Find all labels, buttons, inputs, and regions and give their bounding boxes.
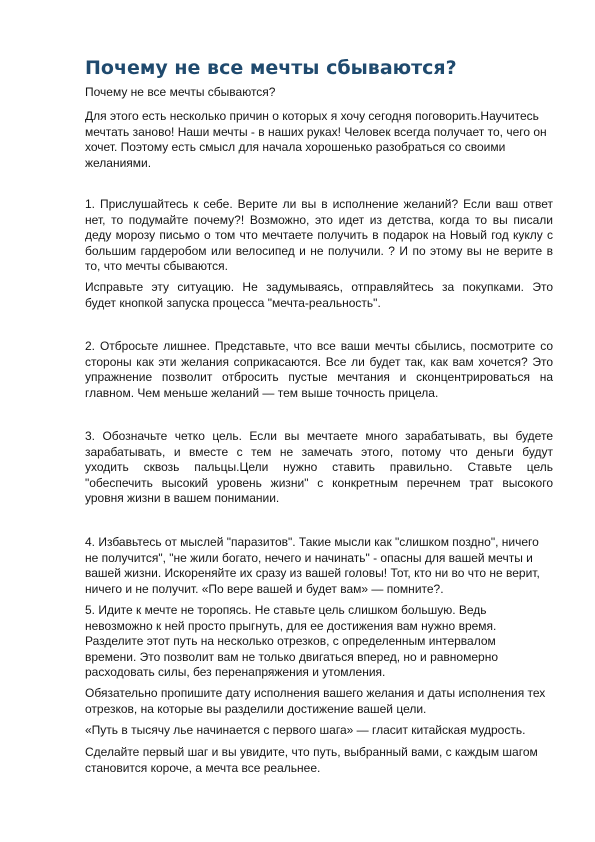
- paragraph-step-1-action: [85, 280, 553, 311]
- text-line: становится короче, а мечта все реальнее.: [85, 760, 321, 775]
- text-line: желаниями.: [85, 155, 152, 170]
- paragraph-step-1: [85, 197, 553, 275]
- text-line: времени. Это позволит вам не только двигаться вперед, но и равномерно: [85, 649, 498, 664]
- text-line: Сделайте первый шаг и вы увидите, что путь, выбранный вами, с каждым шагом: [85, 745, 538, 759]
- text-line: ничего и не получит. «По вере вашей и будет вам» — помните?.: [85, 581, 444, 596]
- text-line: Почему не все мечты сбываются?: [85, 85, 276, 99]
- text-line: 5. Идите к мечте не торопясь. Не ставьте цель слишком большую. Ведь: [85, 603, 487, 617]
- paragraph-step-4: [85, 535, 553, 597]
- text-line: мечтать заново! Наши мечты - в наших руках! Человек всегда получает то, чего он: [85, 124, 547, 139]
- text-line: упражнение позволит отбросить пустые мечтания и сконцентрироваться на: [85, 370, 553, 384]
- paragraph-closing: [85, 745, 553, 776]
- text-line: деду морозу письмо о том что мечтаете получить в подарок на Новый год куклу с: [85, 228, 553, 242]
- paragraph-step-2: [85, 339, 553, 401]
- text-line: "обеспечить высокий уровень жизни" с конкретным перечнем трат высокого: [85, 475, 553, 490]
- text-line: 4. Избавьтесь от мыслей "паразитов". Такие мысли как "слишком поздно", ничего: [85, 535, 539, 549]
- text-line: отрезков, на которые вы разделили достижение вашей цели.: [85, 701, 427, 716]
- text-line: 2. Отбросьте лишнее. Представьте, что все ваши мечты сбылись, посмотрите со: [85, 339, 553, 353]
- paragraph-step-3: [85, 429, 553, 507]
- text-line: Обязательно пропишите дату исполнения вашего желания и даты исполнения тех: [85, 686, 546, 700]
- text-line: 3. Обозначьте четко цель. Если вы мечтаете много зарабатывать, вы будете: [85, 429, 553, 443]
- paragraph-step-5: [85, 603, 553, 681]
- text-line: расходовать силы, без перенапряжения и утомления.: [85, 665, 386, 679]
- text-line: стороны как эти желания соприкасаются. Все ли будет так, как вам хочется? Это: [85, 354, 553, 369]
- text-line: Разделите этот путь на несколько отрезков, с определенным интервалом: [85, 634, 496, 648]
- paragraph-quote: [85, 723, 553, 739]
- text-line: уходить сквозь пальцы.Цели нужно ставить правильно. Ставьте цель: [85, 460, 553, 474]
- text-line: невозможно к ней просто прыгнуть, для ее достижения вам нужно время.: [85, 618, 497, 633]
- subtitle: [85, 85, 553, 101]
- text-line: главном. Чем меньше желаний — тем выше точность прицела.: [85, 385, 439, 400]
- text-line: не получится", "не жили богато, нечего и начинать" - опасны для вашей мечты и: [85, 550, 533, 565]
- text-line: Для этого есть несколько причин о которых я хочу сегодня поговорить.Научитесь: [85, 109, 539, 123]
- text-line: то, что мечты сбываются.: [85, 259, 228, 273]
- text-line: «Путь в тысячу лье начинается с первого шага» — гласит китайская мудрость.: [85, 723, 526, 737]
- text-line: большим гардеробом или велосипед и не получили. ? И по этому вы не верите в: [85, 243, 553, 258]
- text-line: Исправьте эту ситуацию. Не задумываясь, отправляйтесь за покупками. Это: [85, 280, 553, 294]
- text-line: 1. Прислушайтесь к себе. Верите ли вы в исполнение желаний? Если ваш ответ: [85, 197, 553, 211]
- paragraph-intro: [85, 109, 553, 171]
- text-line: зарабатывать, и вместе с тем не замечать этого, потому что деньги будут: [85, 444, 553, 459]
- text-line: хочет. Поэтому есть смысл для начала хорошенько разобраться со своими: [85, 140, 506, 154]
- text-line: нет, то подумайте почему?! Возможно, это идет из детства, когда то вы писали: [85, 212, 553, 227]
- text-line: будет кнопкой запуска процесса "мечта-реальность".: [85, 295, 381, 310]
- page-title: Почему не все мечты сбываются?: [85, 57, 457, 79]
- text-line: вашей жизни. Искореняйте их сразу из вашей головы! Тот, кто ни во что не верит,: [85, 566, 540, 580]
- paragraph-deadlines: [85, 686, 553, 717]
- text-line: уровня жизни в вашем понимании.: [85, 491, 280, 505]
